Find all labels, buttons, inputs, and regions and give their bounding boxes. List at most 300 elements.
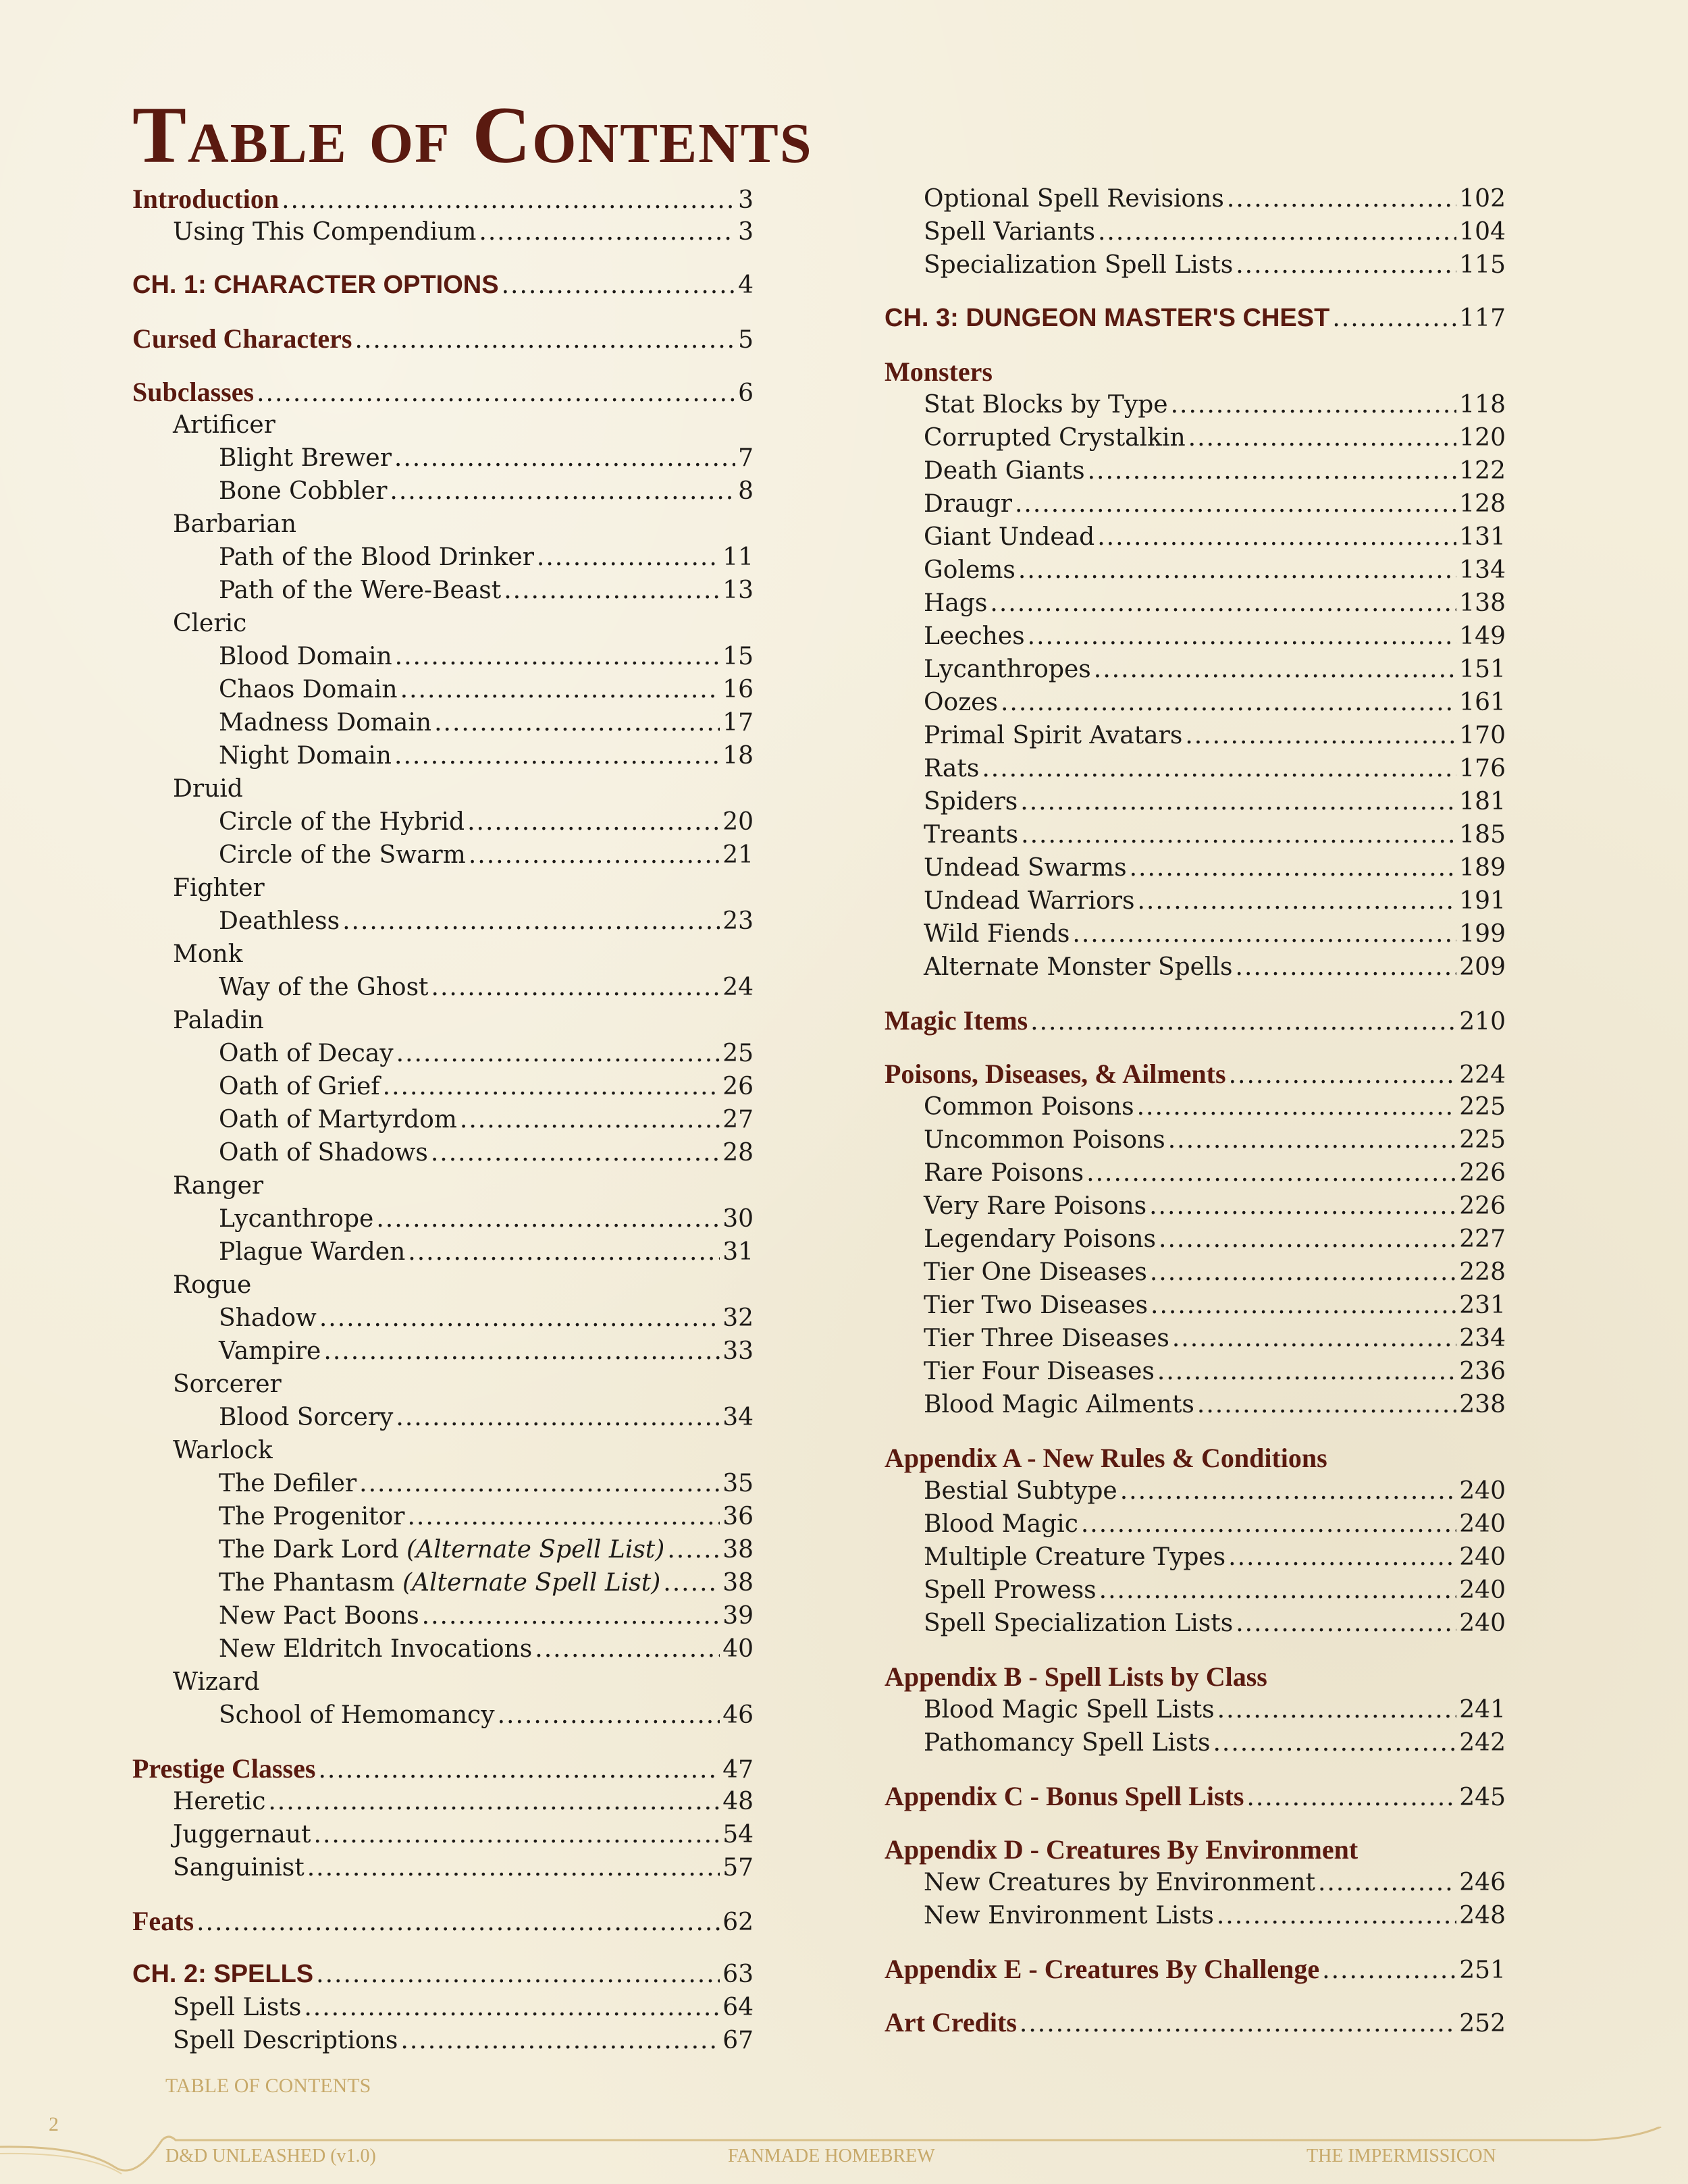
toc-entry-label bbox=[219, 739, 392, 772]
toc-entry-title: CH. 3: DUNGEON MASTER'S CHEST bbox=[885, 304, 1330, 332]
toc-entry-label bbox=[924, 1289, 1148, 1322]
toc-entry[interactable] bbox=[885, 1289, 1506, 1322]
toc-page-number: 4 bbox=[738, 271, 754, 299]
toc-entry[interactable] bbox=[132, 182, 754, 215]
dot-leader bbox=[396, 1401, 720, 1434]
spacer bbox=[132, 248, 754, 269]
toc-entry[interactable] bbox=[885, 1190, 1506, 1223]
toc-entry[interactable] bbox=[885, 1322, 1506, 1355]
toc-page-number: 122 bbox=[1459, 457, 1506, 485]
toc-entry[interactable] bbox=[885, 215, 1506, 248]
toc-entry-label bbox=[924, 719, 1182, 752]
toc-entry[interactable] bbox=[885, 1508, 1506, 1541]
toc-page-number: 236 bbox=[1459, 1358, 1506, 1385]
spacer bbox=[885, 1421, 1506, 1441]
toc-page-number: 199 bbox=[1459, 920, 1506, 948]
toc-entry[interactable] bbox=[132, 805, 754, 838]
toc-page-number: 246 bbox=[1459, 1869, 1506, 1896]
footer-center: FANMADE HOMEBREW bbox=[728, 2146, 935, 2166]
dot-leader bbox=[1171, 388, 1457, 421]
toc-page-number: 120 bbox=[1459, 424, 1506, 452]
toc-group-label: Wizard bbox=[173, 1668, 260, 1696]
toc-page-number: 226 bbox=[1459, 1159, 1506, 1187]
toc-group-label: Ranger bbox=[173, 1172, 264, 1200]
dot-leader bbox=[1246, 1781, 1456, 1814]
toc-entry[interactable] bbox=[885, 1780, 1506, 1813]
toc-entry[interactable] bbox=[885, 1474, 1506, 1508]
spacer bbox=[885, 1759, 1506, 1780]
toc-entry[interactable] bbox=[132, 1851, 754, 1884]
toc-entry-label bbox=[924, 884, 1134, 917]
toc-group-label: Rogue bbox=[173, 1271, 252, 1299]
toc-entry[interactable] bbox=[885, 1388, 1506, 1421]
toc-page-number: 15 bbox=[722, 643, 754, 670]
dot-leader bbox=[1229, 1059, 1457, 1092]
toc-entry-label bbox=[219, 640, 392, 673]
toc-entry[interactable] bbox=[885, 1223, 1506, 1256]
toc-entry-label bbox=[924, 388, 1168, 421]
toc-entry-title: Treants bbox=[924, 821, 1019, 849]
toc-page-number: 251 bbox=[1459, 1956, 1506, 1984]
toc-entry[interactable] bbox=[885, 454, 1506, 487]
toc-entry[interactable] bbox=[132, 475, 754, 508]
toc-entry[interactable] bbox=[885, 785, 1506, 818]
toc-entry[interactable] bbox=[132, 1752, 754, 1785]
toc-entry[interactable] bbox=[132, 574, 754, 607]
toc-entry[interactable] bbox=[132, 1699, 754, 1732]
toc-entry-title: Feats bbox=[132, 1906, 194, 1936]
toc-page-number: 18 bbox=[722, 742, 754, 770]
toc-entry-label bbox=[132, 269, 499, 302]
toc-entry-label bbox=[885, 302, 1329, 335]
toc-entry-label bbox=[924, 917, 1070, 951]
toc-entry-title: Circle of the Hybrid bbox=[219, 808, 465, 836]
toc-page-number: 28 bbox=[722, 1139, 754, 1167]
dot-leader bbox=[1213, 1726, 1456, 1759]
dot-leader bbox=[196, 1906, 720, 1939]
dot-leader bbox=[1318, 1866, 1456, 1899]
spacer bbox=[885, 1932, 1506, 1952]
toc-page-number: 62 bbox=[722, 1909, 754, 1936]
toc-page-number: 57 bbox=[722, 1854, 754, 1882]
toc-entry-title: Oath of Shadows bbox=[219, 1139, 428, 1167]
toc-page-number: 35 bbox=[722, 1470, 754, 1497]
toc-page-number: 26 bbox=[722, 1073, 754, 1100]
toc-page-number: 176 bbox=[1459, 755, 1506, 782]
spacer bbox=[885, 282, 1506, 302]
toc-entry-label bbox=[924, 182, 1224, 215]
toc-entry-title: Blood Magic Spell Lists bbox=[924, 1696, 1215, 1724]
dot-leader bbox=[395, 640, 720, 673]
toc-entry-label bbox=[132, 1905, 194, 1938]
toc-page-number: 227 bbox=[1459, 1225, 1506, 1253]
toc-entry[interactable] bbox=[885, 1256, 1506, 1289]
toc-entry[interactable] bbox=[885, 653, 1506, 686]
toc-entry-label bbox=[219, 838, 466, 872]
dot-leader bbox=[1081, 1508, 1456, 1541]
toc-entry[interactable] bbox=[885, 521, 1506, 554]
footer-right: THE IMPERMISSICON bbox=[1307, 2146, 1496, 2166]
dot-leader bbox=[1120, 1474, 1457, 1508]
toc-entry-label bbox=[219, 673, 398, 706]
toc-entry[interactable] bbox=[132, 375, 754, 408]
toc-entry-label bbox=[219, 574, 501, 607]
toc-group-label: Cleric bbox=[173, 610, 247, 637]
toc-entry-title: Golems bbox=[924, 556, 1016, 584]
toc-entry-label bbox=[924, 1322, 1169, 1355]
toc-entry[interactable] bbox=[885, 951, 1506, 984]
dot-leader bbox=[400, 673, 720, 706]
toc-page-number: 242 bbox=[1459, 1729, 1506, 1757]
toc-entry[interactable] bbox=[885, 248, 1506, 282]
toc-entry-label bbox=[924, 554, 1016, 587]
dot-leader bbox=[400, 2024, 720, 2057]
toc-entry[interactable] bbox=[132, 673, 754, 706]
toc-page-number: 224 bbox=[1459, 1061, 1506, 1089]
dot-leader bbox=[408, 1235, 720, 1269]
toc-entry-label bbox=[219, 1533, 664, 1566]
toc-entry[interactable] bbox=[885, 1541, 1506, 1574]
toc-group-label: Artificer bbox=[173, 411, 275, 439]
toc-page-number: 54 bbox=[722, 1821, 754, 1848]
toc-page-number: 240 bbox=[1459, 1609, 1506, 1637]
toc-entry[interactable] bbox=[885, 554, 1506, 587]
toc-group-label: Warlock bbox=[173, 1437, 273, 1464]
toc-entry-title: Lycanthrope bbox=[219, 1205, 374, 1233]
toc-page-number: 38 bbox=[722, 1569, 754, 1597]
toc-entry[interactable] bbox=[885, 1952, 1506, 1986]
toc-entry-title: Spell Descriptions bbox=[173, 2027, 398, 2054]
toc-entry[interactable] bbox=[132, 1599, 754, 1632]
toc-entry[interactable] bbox=[132, 1566, 754, 1599]
dot-leader bbox=[355, 323, 736, 356]
toc-entry-title: Poisons, Diseases, & Ailments bbox=[885, 1059, 1226, 1089]
toc-entry-title: Hags bbox=[924, 589, 988, 617]
toc-entry[interactable] bbox=[132, 1335, 754, 1368]
toc-entry[interactable] bbox=[885, 917, 1506, 951]
toc-entry-title: Night Domain bbox=[219, 742, 392, 770]
toc-entry[interactable] bbox=[885, 388, 1506, 421]
toc-entry[interactable] bbox=[132, 1401, 754, 1434]
toc-entry[interactable] bbox=[885, 1004, 1506, 1037]
dot-leader bbox=[1015, 487, 1456, 521]
toc-entry-label bbox=[924, 851, 1127, 884]
toc-entry-label bbox=[219, 1632, 532, 1666]
toc-entry[interactable] bbox=[132, 905, 754, 938]
toc-entry-label bbox=[885, 1057, 1226, 1090]
toc-entry-label bbox=[173, 1818, 311, 1851]
toc-entry-label bbox=[924, 454, 1085, 487]
toc-entry-title: Undead Warriors bbox=[924, 887, 1135, 915]
toc-page-number: 3 bbox=[738, 218, 754, 246]
toc-entry-title: Multiple Creature Types bbox=[924, 1543, 1226, 1571]
toc-entry[interactable] bbox=[885, 421, 1506, 454]
toc-group-label: Monk bbox=[173, 940, 243, 968]
toc-entry[interactable] bbox=[132, 1202, 754, 1235]
dot-leader bbox=[1020, 785, 1456, 818]
toc-page-number: 238 bbox=[1459, 1391, 1506, 1418]
spacer bbox=[885, 1640, 1506, 1660]
toc-entry[interactable] bbox=[132, 1235, 754, 1269]
dot-leader bbox=[1188, 421, 1457, 454]
toc-page-number: 115 bbox=[1459, 251, 1506, 279]
toc-entry[interactable] bbox=[132, 1037, 754, 1070]
toc-entry-title: Spell Variants bbox=[924, 218, 1095, 246]
dot-leader bbox=[1217, 1693, 1457, 1726]
toc-entry[interactable] bbox=[885, 1090, 1506, 1123]
toc-page-number: 17 bbox=[722, 709, 754, 737]
toc-entry-label bbox=[924, 215, 1095, 248]
toc-entry[interactable] bbox=[132, 215, 754, 248]
dot-leader bbox=[1094, 653, 1457, 686]
toc-entry-title: Deathless bbox=[219, 907, 340, 935]
toc-entry-title: Legendary Poisons bbox=[924, 1225, 1157, 1253]
dot-leader bbox=[1097, 521, 1456, 554]
toc-entry-label bbox=[924, 1607, 1233, 1640]
toc-page-number: 131 bbox=[1459, 523, 1506, 551]
toc-page-number: 5 bbox=[738, 326, 754, 354]
toc-entry-title: Common Poisons bbox=[924, 1093, 1134, 1121]
toc-entry-title: Juggernaut bbox=[173, 1821, 311, 1848]
toc-entry-title: Spiders bbox=[924, 788, 1018, 816]
toc-entry-label bbox=[219, 1335, 321, 1368]
toc-entry-title: Primal Spirit Avatars bbox=[924, 722, 1183, 749]
toc-page-number: 40 bbox=[722, 1635, 754, 1663]
toc-entry-title: Blood Sorcery bbox=[219, 1404, 394, 1431]
toc-entry[interactable] bbox=[885, 884, 1506, 917]
toc-page-number: 209 bbox=[1459, 953, 1506, 981]
toc-entry[interactable] bbox=[132, 269, 754, 302]
toc-page-number: 151 bbox=[1459, 656, 1506, 683]
toc-entry-title: Blood Magic Ailments bbox=[924, 1391, 1194, 1418]
toc-entry[interactable] bbox=[885, 1156, 1506, 1190]
toc-page-number: 6 bbox=[738, 379, 754, 407]
toc-entry-label bbox=[924, 620, 1025, 653]
toc-entry-label bbox=[924, 1123, 1165, 1156]
spacer bbox=[132, 1938, 754, 1958]
spacer bbox=[885, 984, 1506, 1004]
toc-entry-note: (Alternate Spell List) bbox=[406, 1536, 665, 1564]
toc-page-number: 36 bbox=[722, 1503, 754, 1530]
toc-entry-title: School of Hemomancy bbox=[219, 1701, 495, 1729]
toc-entry-label bbox=[924, 1223, 1156, 1256]
toc-entry[interactable] bbox=[885, 487, 1506, 521]
toc-entry-title: Draugr bbox=[924, 490, 1012, 518]
dot-leader bbox=[318, 1753, 720, 1786]
toc-entry-label bbox=[885, 2006, 1017, 2039]
toc-entry-label bbox=[219, 1202, 373, 1235]
toc-entry-title: Bestial Subtype bbox=[924, 1477, 1117, 1505]
toc-entry[interactable] bbox=[132, 1991, 754, 2024]
toc-entry-label bbox=[924, 1693, 1215, 1726]
toc-entry-label bbox=[132, 322, 352, 355]
toc-entry-label bbox=[924, 421, 1186, 454]
toc-entry-label bbox=[219, 971, 429, 1004]
footer-section-tag: TABLE OF CONTENTS bbox=[165, 2075, 371, 2097]
toc-entry-title: Chaos Domain bbox=[219, 676, 398, 703]
toc-entry-title: The Dark Lord bbox=[219, 1536, 399, 1564]
toc-page-number: 170 bbox=[1459, 722, 1506, 749]
dot-leader bbox=[1228, 1541, 1456, 1574]
toc-entry-label bbox=[132, 182, 279, 215]
toc-entry-label bbox=[924, 785, 1018, 818]
toc-section-heading: Monsters bbox=[885, 356, 993, 387]
toc-entry[interactable] bbox=[132, 2024, 754, 2057]
toc-entry[interactable] bbox=[885, 1607, 1506, 1640]
dot-leader bbox=[407, 1500, 720, 1533]
toc-entry[interactable] bbox=[885, 1123, 1506, 1156]
toc-page-number: 38 bbox=[722, 1536, 754, 1564]
toc-right-column bbox=[885, 182, 1506, 2039]
toc-page-number: 118 bbox=[1459, 391, 1506, 419]
spacer bbox=[132, 302, 754, 322]
toc-page-number: 30 bbox=[722, 1205, 754, 1233]
page-title: Table of Contents bbox=[132, 90, 813, 180]
toc-entry[interactable] bbox=[885, 818, 1506, 851]
toc-entry-title: Oath of Martyrdom bbox=[219, 1106, 457, 1134]
toc-entry-label bbox=[924, 686, 998, 719]
toc-entry-label bbox=[924, 1866, 1315, 1899]
toc-entry[interactable] bbox=[132, 1302, 754, 1335]
dot-leader bbox=[359, 1467, 720, 1500]
toc-entry[interactable] bbox=[132, 1905, 754, 1938]
toc-entry-label bbox=[219, 1699, 495, 1732]
toc-entry-title: Uncommon Poisons bbox=[924, 1126, 1165, 1154]
toc-entry[interactable] bbox=[885, 686, 1506, 719]
toc-section-heading: Appendix D - Creatures By Environment bbox=[885, 1834, 1359, 1865]
toc-entry[interactable] bbox=[885, 1726, 1506, 1759]
toc-entry-label bbox=[924, 1256, 1147, 1289]
toc-entry[interactable] bbox=[885, 182, 1506, 215]
toc-page-number: 185 bbox=[1459, 821, 1506, 849]
toc-entry[interactable] bbox=[132, 739, 754, 772]
toc-entry-title: Rats bbox=[924, 755, 980, 782]
dot-leader bbox=[667, 1533, 720, 1566]
toc-entry-label bbox=[924, 1190, 1146, 1223]
toc-entry-label bbox=[219, 1302, 317, 1335]
toc-entry-label bbox=[219, 541, 534, 574]
toc-entry[interactable] bbox=[132, 838, 754, 872]
toc-entry-title: Oath of Grief bbox=[219, 1073, 380, 1100]
toc-entry-label bbox=[924, 653, 1091, 686]
toc-page-number: 228 bbox=[1459, 1258, 1506, 1286]
toc-entry-label bbox=[132, 375, 254, 408]
toc-entry[interactable] bbox=[885, 851, 1506, 884]
toc-entry[interactable] bbox=[132, 1958, 754, 1991]
toc-group-label: Paladin bbox=[173, 1007, 264, 1034]
toc-entry-label bbox=[132, 1752, 315, 1785]
toc-entry[interactable] bbox=[132, 1136, 754, 1169]
toc-entry[interactable] bbox=[885, 752, 1506, 785]
toc-page-number: 134 bbox=[1459, 556, 1506, 584]
toc-entry[interactable] bbox=[132, 541, 754, 574]
toc-entry[interactable] bbox=[885, 1057, 1506, 1090]
dot-leader bbox=[467, 805, 720, 838]
toc-entry-title: Shadow bbox=[219, 1304, 317, 1332]
toc-entry[interactable] bbox=[885, 2006, 1506, 2039]
dot-leader bbox=[1172, 1322, 1456, 1355]
dot-leader bbox=[1088, 454, 1457, 487]
toc-entry[interactable] bbox=[132, 1467, 754, 1500]
dot-leader bbox=[431, 1136, 720, 1169]
toc-entry-title: The Phantasm bbox=[219, 1569, 395, 1597]
toc-entry[interactable] bbox=[132, 1500, 754, 1533]
toc-entry-title: Death Giants bbox=[924, 457, 1085, 485]
toc-page-number: 24 bbox=[722, 974, 754, 1001]
dot-leader bbox=[257, 377, 735, 410]
toc-entry[interactable] bbox=[132, 1785, 754, 1818]
toc-entry[interactable] bbox=[885, 1355, 1506, 1388]
toc-entry-title: The Defiler bbox=[219, 1470, 357, 1497]
toc-entry[interactable] bbox=[885, 1693, 1506, 1726]
toc-page-number: 102 bbox=[1459, 185, 1506, 213]
toc-entry-label bbox=[173, 2024, 398, 2057]
toc-page-number: 181 bbox=[1459, 788, 1506, 816]
toc-entry-title: Pathomancy Spell Lists bbox=[924, 1729, 1211, 1757]
toc-entry[interactable] bbox=[132, 1632, 754, 1666]
dot-leader bbox=[434, 706, 720, 739]
toc-entry[interactable] bbox=[132, 442, 754, 475]
toc-entry-label bbox=[219, 706, 431, 739]
toc-entry[interactable] bbox=[132, 1070, 754, 1103]
toc-entry[interactable] bbox=[885, 302, 1506, 335]
dot-leader bbox=[1322, 1954, 1456, 1987]
dot-leader bbox=[990, 587, 1456, 620]
toc-entry-label bbox=[219, 1070, 380, 1103]
toc-page-number: 225 bbox=[1459, 1093, 1506, 1121]
toc-entry[interactable] bbox=[885, 1899, 1506, 1932]
toc-entry-label bbox=[219, 1037, 394, 1070]
toc-entry[interactable] bbox=[132, 322, 754, 355]
dot-leader bbox=[498, 1699, 720, 1732]
toc-entry-title: Very Rare Poisons bbox=[924, 1192, 1147, 1220]
dot-leader bbox=[1149, 1190, 1456, 1223]
toc-entry-title: CH. 2: SPELLS bbox=[132, 1960, 314, 1988]
toc-entry[interactable] bbox=[132, 640, 754, 673]
toc-entry[interactable] bbox=[132, 971, 754, 1004]
toc-entry-label bbox=[924, 521, 1094, 554]
toc-entry[interactable] bbox=[885, 1574, 1506, 1607]
dot-leader bbox=[1021, 818, 1456, 851]
toc-page-number: 245 bbox=[1459, 1784, 1506, 1811]
toc-entry[interactable] bbox=[132, 1533, 754, 1566]
toc-group-label: Fighter bbox=[173, 874, 265, 902]
toc-entry-label bbox=[219, 1103, 457, 1136]
dot-leader bbox=[1018, 554, 1456, 587]
toc-entry[interactable] bbox=[885, 719, 1506, 752]
toc-entry[interactable] bbox=[885, 620, 1506, 653]
toc-entry[interactable] bbox=[132, 706, 754, 739]
spacer bbox=[885, 335, 1506, 355]
toc-entry[interactable] bbox=[132, 1818, 754, 1851]
toc-entry-title: Wild Fiends bbox=[924, 920, 1070, 948]
toc-entry-title: Vampire bbox=[219, 1337, 321, 1365]
toc-entry-label bbox=[924, 951, 1233, 984]
dot-leader bbox=[1197, 1388, 1456, 1421]
toc-entry[interactable] bbox=[132, 1103, 754, 1136]
toc-group-label: Druid bbox=[173, 775, 243, 803]
dot-leader bbox=[1137, 884, 1456, 917]
toc-entry[interactable] bbox=[885, 587, 1506, 620]
toc-entry[interactable] bbox=[885, 1866, 1506, 1899]
toc-entry-label bbox=[219, 805, 465, 838]
toc-section-heading: Appendix A - New Rules & Conditions bbox=[885, 1443, 1327, 1473]
dot-leader bbox=[1185, 719, 1456, 752]
toc-entry-title: Stat Blocks by Type bbox=[924, 391, 1168, 419]
toc-entry-label bbox=[924, 1508, 1078, 1541]
toc-entry-title: Alternate Monster Spells bbox=[924, 953, 1233, 981]
toc-entry-title: Leeches bbox=[924, 622, 1025, 650]
